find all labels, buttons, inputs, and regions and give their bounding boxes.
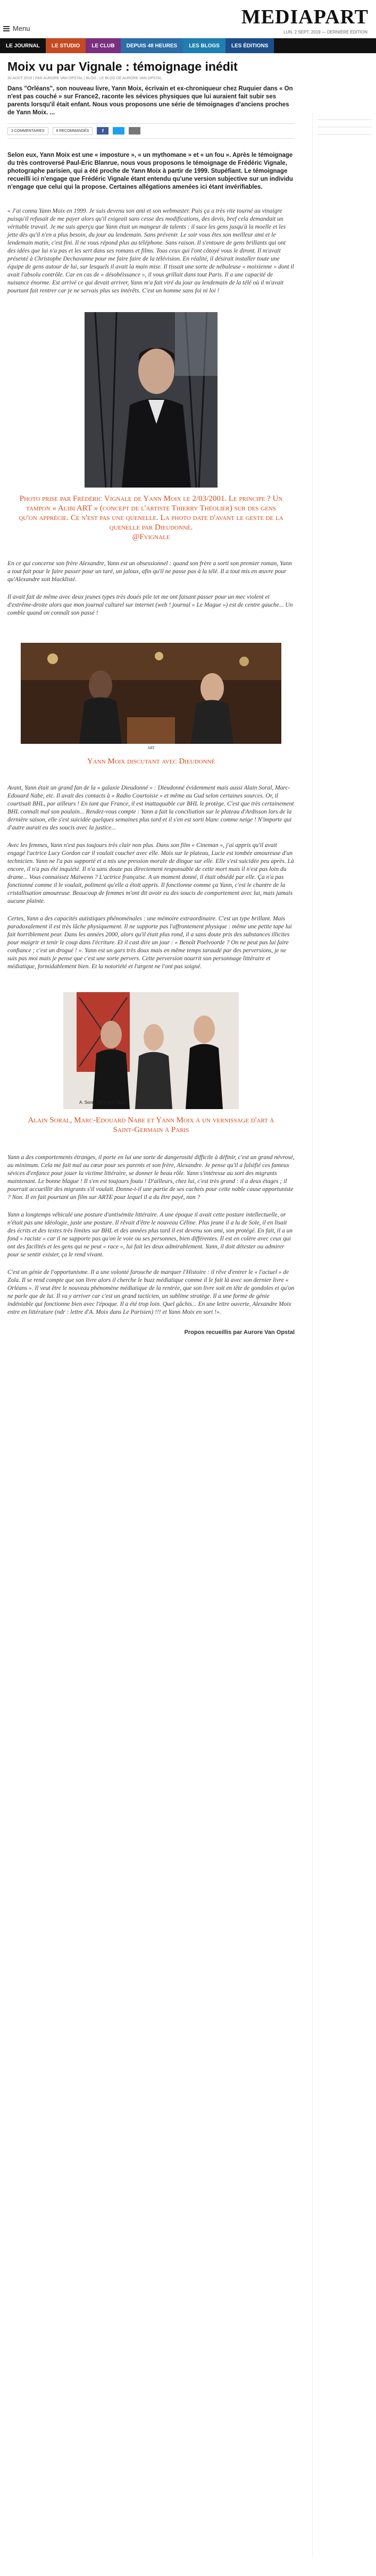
facebook-icon[interactable]: f (97, 127, 108, 135)
top-bar (0, 0, 376, 38)
social-bar (7, 123, 295, 139)
photo-image (63, 992, 239, 1109)
photo-soral-nabe-moix (63, 992, 239, 1109)
nav-club[interactable]: LE CLUB (86, 38, 120, 53)
sidebar-divider (317, 134, 372, 135)
nav-journal[interactable]: LE JOURNAL (0, 38, 46, 53)
comments-link[interactable]: 3 COMMENTAIRES (7, 127, 48, 135)
article-signoff: Propos recueillis par Aurore Van Opstal (184, 1329, 295, 1336)
menu-label: Menu (13, 24, 30, 32)
photo1-caption (7, 494, 295, 542)
article (7, 60, 295, 1336)
edition-date: LUN. 2 SEPT. 2019 — DERNIÈRE ÉDITION (283, 30, 367, 35)
nav-blogs[interactable]: LES BLOGS (183, 38, 225, 53)
article-lead: Dans "Orléans", son nouveau livre, Yann Moix, écrivain et ex-chroniqueur chez Ruquier dans « On n'est pas couché » sur France2, raconte les sévices physiques que lui auraient fait subir ses parents lorsqu'il était enfant. Nous vous proposons une série de témoignages d'anciens proches de Yann Moix. ... (7, 86, 293, 116)
photo2-caption: Yann Moix discutant avec Dieudonné (87, 757, 215, 766)
photo1-handle-link[interactable]: @Fvignale (132, 533, 170, 541)
mail-icon[interactable] (129, 127, 140, 135)
twitter-icon[interactable] (113, 127, 124, 135)
paragraph: Avant, Yann était un grand fan de la « galaxie Dieudonné » : Dieudonné évidemment mais aussi Alain Soral, Marc-Edouard Nabe, etc. Il avait des contacts à « Radio Courtoisie » et même au Gud selon certaines sources. Or, il courtisait BHL, par ailleurs ! En tant que France, il est inattaquable car BHL le protège. C'est que très certainement BHL connaît mal son poulain... Rendez-vous compte : Yann a fait la conciliation sur le plateau d'Ardisson lors de la dernière saison, elle s'est suicidée quelques semaines plus tard et il s'en est sorti blanc comme neige ! N'importe qui d'autre aurait eu des soucis avec la justice... (7, 785, 294, 831)
nav-editions[interactable]: LES ÉDITIONS (225, 38, 274, 53)
photo3-credit: A. Soral, MEN et Y. Moix (79, 1100, 126, 1105)
photo-image (85, 312, 218, 488)
paragraph: Il avait fait de même avec deux jeunes types très doués pile tet me ont faisant passer pour un mec violent et d'extrême-droite alors que mon journal culturel sur internet (web ! journal « Le Mague ») est de centre gauche... Un comble quand on connaît son passé ! (7, 594, 293, 616)
paragraph: En ce qui concerne son frère Alexandre, Yann est un obsessionnel : quand son frère a sorti son premier roman, Yann a tout fait pour le faire passer pour un taré, un jaloux, afin qu'il ne passe pas à la télé. Il a tout mis en œuvre pour qu'Alexandre soit blacklisté. (7, 560, 292, 583)
photo1-caption-text: Photo prise par Frédéric Vignale de Yann Moix le 2/03/2001. Le principe ? Un tampon « Alibi ART » (concept de l'artiste Thierry Théolier) sur des gens qu'on apprécie. Ce n'est pas une quenelle. La photo date d'avant le geste de la quenelle par Dieudonné. (19, 494, 283, 532)
paragraph: « J'ai connu Yann Moix en 1999. Je suis devenu son ami et son webmaster. Puis ça a très vite tourné au vinaigre puisqu'il refusait de me payer alors qu'il exigeait sans cesse des modifications, des devis, bref cela demandait un véritable travail. Je me suis aperçu que Yann était un mangeur de talents : il suce les gens jusqu'à la moelle et les jette dès qu'il n'en a plus besoin, du jour au lendemain. Sans prévenir. Le soir vous êtes son meilleur ami et le lendemain matin, c'est fini. Il ne vous répond plus au téléphone. Sans raison. Il s'entoure de gens brillants qui ont des idées que lui n'a pas et les sert dans ses romans et films. Tous ceux qui l'ont côtoyé vous le diront. Il m'avait présenté à Christophe Dechavanne pour me faire faire de la télévision. En réalité, il désirait installer toute une équipe de gens autour de lui, sur lesquels il avait la main mise. Il tissait une sorte de nébuleuse « moixienne » dont il avait l'absolu contrôle. Car en cas de « désobéissance », il vous grillait dans tout Paris. Il a une capacité de nuisance énorme. Est arrivé ce qui devait arriver, Yann m'a fait viré du jour au lendemain de la télé où il m'avait pourtant fait rentrer car je ne servais plus ses intérêts. C'est un homme sans foi ni loi ! (7, 208, 294, 294)
main-nav (0, 38, 376, 53)
paragraph: Yann a longtemps véhiculé une posture d'antisémite littéraire. A une époque il avait cette posture intellectuelle, or n'était pas une idéologie, juste une posture. Il rêvait d'être le nouveau Céline. Plus jeune il a lu de Sole, il en lisait des écrits et des textes très limites sur BHL et des années plus tard il est devenu son ami, son protégé. En fait, il a un fond « raciste » car il ne supporte pas qu'on le voie ou ses personnes, bien différentes. Il est en colère avec ceux qui ont des facilités et les gens qui ne peut « race », lui fait les deux admirablement. Yann, il doit détester ou admirer pour se sentir exister, ça le rend vivant. (7, 1212, 293, 1258)
article-meta: 30 AOÛT 2019 | PAR AURORE VAN OPSTAL | BLOG : LE BLOG DE AURORE VAN OPSTAL (7, 77, 162, 80)
nav-48h[interactable]: DEPUIS 48 HEURES (121, 38, 183, 53)
menu-button[interactable] (3, 24, 30, 32)
sidebar (312, 113, 376, 2558)
paragraph: Yann a des comportements étranges, il porte en lui une sorte de dangerosité difficile à définir, c'est un grand névrosé, au minimum. Cela me fait mal au cœur pour ses parents et son frère, Alexandre. Je pense qu'il a falsifié ces fameux sévices d'enfance pour jouer la victime littéraire, se donner le beau rôle. Yann s'intéresse au sort des migrants maintenant. Le bonne blague ! Il s'en est toujours foutu ! D'ailleurs, chez lui, c'est très grand : il a deux étages ; il pourrait accueillir des migrants s'il voulait. Donne-t-il une partie de ses cachets pour cette noble cause opportuniste ? Non. Il en fait pourtant un film sur ARTE pour lequel il a du être payé, non ? (7, 1154, 295, 1201)
photo2-credit: ART (147, 746, 155, 750)
photo-moix-2001 (85, 312, 218, 488)
page-content (0, 60, 376, 1336)
recommend-button[interactable]: 8 RECOMMANDÉS (53, 127, 93, 135)
nav-studio[interactable]: LE STUDIO (46, 38, 86, 53)
site-logo[interactable]: MEDIAPART (241, 6, 369, 28)
photo3-caption: Alain Soral, Marc-Edouard Nabe et Yann Moix à un vernissage d'art à Saint-Germain à Paris (28, 1116, 274, 1134)
hamburger-icon (3, 26, 10, 31)
photo-moix-dieudonne (21, 643, 281, 744)
sidebar-divider (317, 119, 372, 120)
intro-paragraph: Selon eux, Yann Moix est une « imposture », « un mythomane » et « un fou ». Après le témoignage du très controversé Paul-Eric Blanrue, nous vous proposons le témoignage de Frédéric Vignale, photographe parisien, qui a été proche de Yann Moix à partir de 1999. Stupéfiant. Le témoignage recueilli ici n'engage que Frédéric Vignale étant entendu qu'une version subjective sur un individu n'engage que celui qui la propose. Certaines allégations amenées ici étant invérifiables. (7, 152, 293, 190)
sidebar-divider (317, 127, 372, 128)
paragraph: Avec les femmes, Yann n'est pas toujours très clair non plus. Dans son film « Cineman », j'ai appris qu'il avait engagé l'actrice Lucy Gordon car il voulait coucher avec elle. Mais sur le plateau, Lucie est tombée amoureuse d'un technicien. Yann ne l'a pas supporté et a mis une pression morale de dingue sur elle. Elle s'est suicidée peu après. Là encore, il n'a pas été inquiété. Il n'a sans doute pas directement responsable de cette mort mais il n'est pas loin du drame... Vous connaissez Maïwenn ? L'actrice française. A un moment donné, il était obsédé par elle. Ça n'a pas fonctionné comme il le voulait, poliment qu'elle a étoit appris. Il fonctionne comme ça Yann, c'est le chantre de la cristallisation amoureuse. Beaucoup de femmes m'ont dit avoir eu des soucis de comportement avec lui, mais jamais aucune plainte. (7, 842, 294, 904)
paragraph: C'est un génie de l'opportunisme. Il a une volonté farouche de marquer l'Histoire : il rêve d'entrer le « l'actuel » de Zola. Il se rend compte que son livre alors il cherche le buzz médiatique comme il le fait là avec son dernier livre « Orléans ». Il veut être le nouveau phénomène médiatique de la rentrée, que son livre soit en tête de gondoles et qu'on ne parle que de lui. Il va y arriver car c'est un grand tacticien, un sublime stratège. Il a une forme de génie indéniable qui fonctionne bien avec l'époque. Il a été trop loin. Quel gâchis... En une lettre ouverte, Alexandre Moix entre en littérature (ndr : lettre d'A. Moix dans Le Parisien) !!! et Yann Moix en sort !». (7, 1269, 295, 1315)
article-title: Moix vu par Vignale : témoignage inédit (7, 60, 238, 73)
paragraph: Certes, Yann a des capacités autistiques phénoménales : une mémoire extraordinaire. C'est un type brillant. Mais paradoxalement il est très lâche physiquement. Il ne supporte pas l'affrontement physique : même une petite tape lui fait horriblement peur. Dans les années 2000, alors qu'il était plus rond, il a sans doute pris des substances illicites pour maigrir et tenir le coup dans l'écriture. Et il cast dire un jour : « Benoît Poelvoorde ? On ne peut pas lui faire confiance ; c'est un drogué ! ». Yann est un gars très doux mais en même temps taraudé par des perversions, je ne suis pas moi mais je pense que c'est une sorte pervers. Cette perversion nourrit son personnage littéraire et médiatique, formidablement bien. Et la notoriété et l'argent ne l'ont pas soigné. (7, 916, 292, 970)
photo-image (21, 643, 281, 744)
